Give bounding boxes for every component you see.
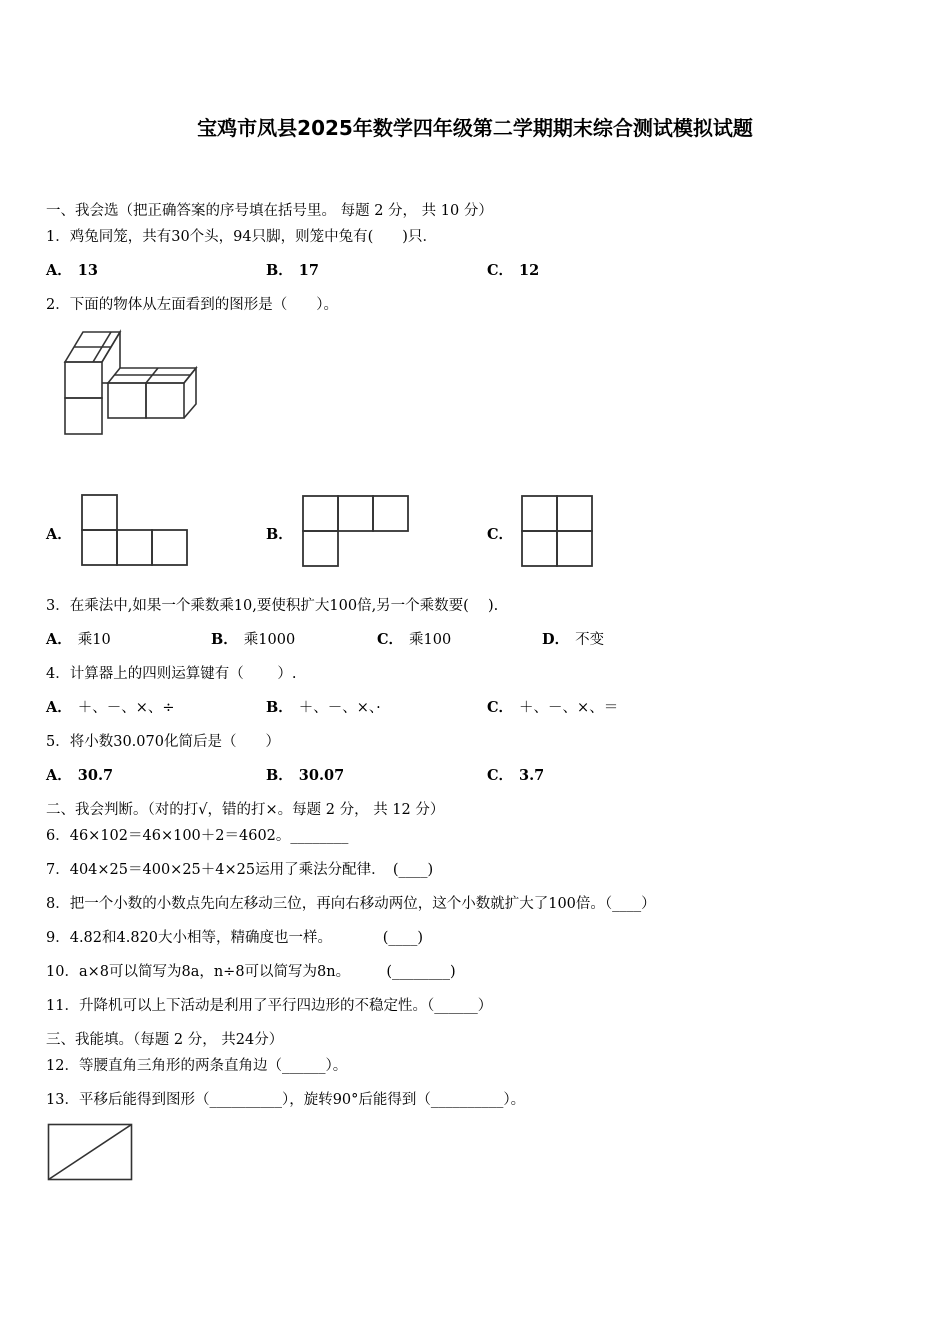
question-6: 6．46×102＝46×100＋2＝4602。________ xyxy=(46,828,349,844)
q2-option-a-label[interactable]: A． xyxy=(46,526,72,543)
question-7: 7．404×25＝400×25＋4×25运用了乘法分配律． (____) xyxy=(46,862,434,878)
option-value: 不变 xyxy=(575,632,605,648)
option-key: C． xyxy=(487,699,514,716)
q2-option-b-shape[interactable] xyxy=(301,494,411,568)
q2-option-c-shape[interactable] xyxy=(520,494,594,568)
question-5: 5．将小数30.070化简后是（ ） xyxy=(46,734,280,750)
q2-option-b-label[interactable]: B． xyxy=(266,526,293,543)
q2-option-c-label[interactable]: C． xyxy=(487,526,514,543)
q2-option-a-shape[interactable] xyxy=(80,493,190,567)
section-3-heading: 三、我能填。（每题 2 分， 共24分） xyxy=(46,1032,284,1048)
question-2: 2．下面的物体从左面看到的图形是（ ）。 xyxy=(46,297,338,313)
option-key: A． xyxy=(46,262,72,279)
option-value: 乘1000 xyxy=(243,632,296,648)
option-value: 3.7 xyxy=(519,767,545,784)
q13-rectangle-figure xyxy=(47,1123,133,1181)
option-value: 乘100 xyxy=(409,632,452,648)
option-key: A． xyxy=(46,699,72,716)
section-2-heading: 二、我会判断。（对的打√，错的打×。每题 2 分， 共 12 分） xyxy=(46,802,445,818)
option-key: D． xyxy=(542,631,570,648)
q3-option-c[interactable] xyxy=(377,630,451,650)
option-value: 13 xyxy=(77,262,98,279)
option-value: ＋、－、×、＝ xyxy=(519,700,619,716)
section-1-heading: 一、我会选（把正确答案的序号填在括号里。 每题 2 分， 共 10 分） xyxy=(46,203,493,219)
q4-option-c[interactable] xyxy=(487,698,618,718)
question-12: 12．等腰直角三角形的两条直角边（______）。 xyxy=(46,1058,348,1074)
option-value: 乘10 xyxy=(77,632,111,648)
q1-option-b[interactable] xyxy=(266,261,319,281)
q1-option-c[interactable] xyxy=(487,261,539,281)
q3-option-d[interactable] xyxy=(542,630,604,650)
option-key: C． xyxy=(487,767,514,784)
question-13: 13．平移后能得到图形（__________），旋转90°后能得到（__________）。 xyxy=(46,1092,526,1108)
q3-option-b[interactable] xyxy=(211,630,295,650)
option-key: B． xyxy=(211,631,238,648)
option-value: 30.07 xyxy=(298,767,345,784)
page-title: 宝鸡市凤县2025年数学四年级第二学期期末综合测试模拟试题 xyxy=(197,116,753,140)
q5-option-a[interactable] xyxy=(46,766,113,786)
q4-option-b[interactable] xyxy=(266,698,381,718)
option-key: C． xyxy=(487,262,514,279)
q3-option-a[interactable] xyxy=(46,630,111,650)
question-1: 1．鸡兔同笼，共有30个头，94只脚，则笼中兔有( )只． xyxy=(46,229,437,245)
option-value: 17 xyxy=(298,262,319,279)
question-4: 4．计算器上的四则运算键有（ ）. xyxy=(46,666,297,682)
q1-option-a[interactable] xyxy=(46,261,98,281)
q5-option-c[interactable] xyxy=(487,766,544,786)
question-9: 9．4.82和4.820大小相等，精确度也一样。 (____) xyxy=(46,930,424,946)
option-key: C． xyxy=(377,631,404,648)
option-key: A． xyxy=(46,767,72,784)
question-3: 3．在乘法中,如果一个乘数乘10,要使积扩大100倍,另一个乘数要( ). xyxy=(46,598,499,614)
option-key: A． xyxy=(46,631,72,648)
option-key: B． xyxy=(266,767,293,784)
option-value: ＋、－、×、÷ xyxy=(77,700,175,716)
q5-option-b[interactable] xyxy=(266,766,344,786)
option-value: 30.7 xyxy=(77,767,114,784)
question-11: 11．升降机可以上下活动是利用了平行四边形的不稳定性。（______） xyxy=(46,998,493,1014)
option-value: 12 xyxy=(519,262,540,279)
question-8: 8．把一个小数的小数点先向左移动三位，再向右移动两位，这个小数就扩大了100倍。（____） xyxy=(46,896,656,912)
option-key: B． xyxy=(266,699,293,716)
q4-option-a[interactable] xyxy=(46,698,175,718)
option-value: ＋、－、×、· xyxy=(298,700,381,716)
question-10: 10．a×8可以简写为8a，n÷8可以简写为8n。 (________) xyxy=(46,964,456,980)
option-key: B． xyxy=(266,262,293,279)
cube-solid-figure xyxy=(60,328,200,440)
